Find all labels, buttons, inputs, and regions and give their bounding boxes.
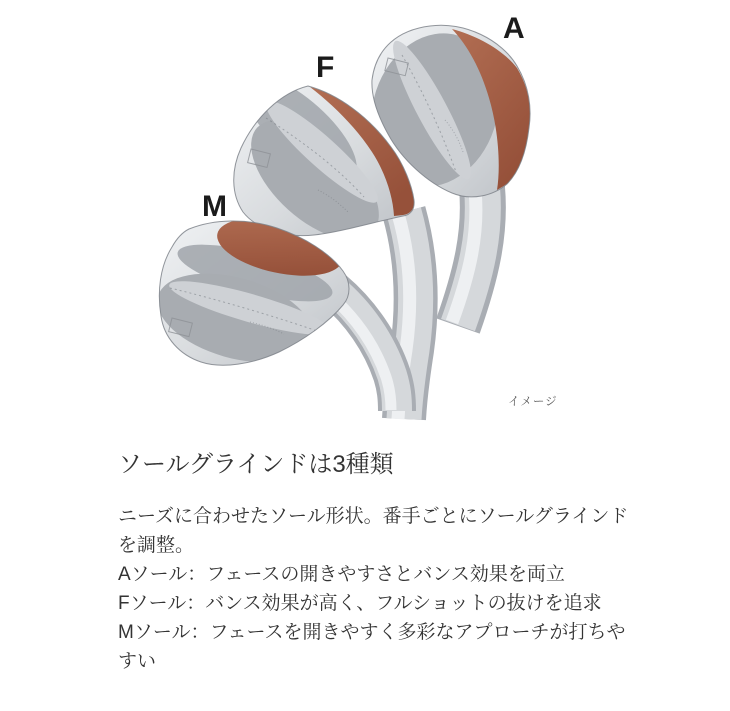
description-line: を調整。	[118, 535, 195, 556]
description-line-m-sole: Mソール：フェースを開きやすく多彩なアプローチが打ちや	[118, 622, 626, 643]
section-heading: ソールグラインドは3種類	[118, 451, 394, 478]
image-disclaimer-caption: イメージ	[508, 396, 558, 408]
description-line: ニーズに合わせたソール形状。番手ごとにソールグラインド	[118, 506, 629, 527]
description-line: すい	[118, 651, 157, 672]
description-line-f-sole: Fソール：バンス効果が高く、フルショットの抜けを追求	[118, 593, 602, 614]
wedge-m-label: M	[202, 190, 227, 223]
description-line-a-sole: Aソール：フェースの開きやすさとバンス効果を両立	[118, 564, 565, 585]
description-section	[118, 449, 683, 676]
wedge-a-label: A	[503, 12, 525, 45]
wedge-a-hosel	[452, 188, 483, 326]
wedge-f-label: F	[316, 51, 335, 84]
wedge-m	[147, 208, 397, 411]
